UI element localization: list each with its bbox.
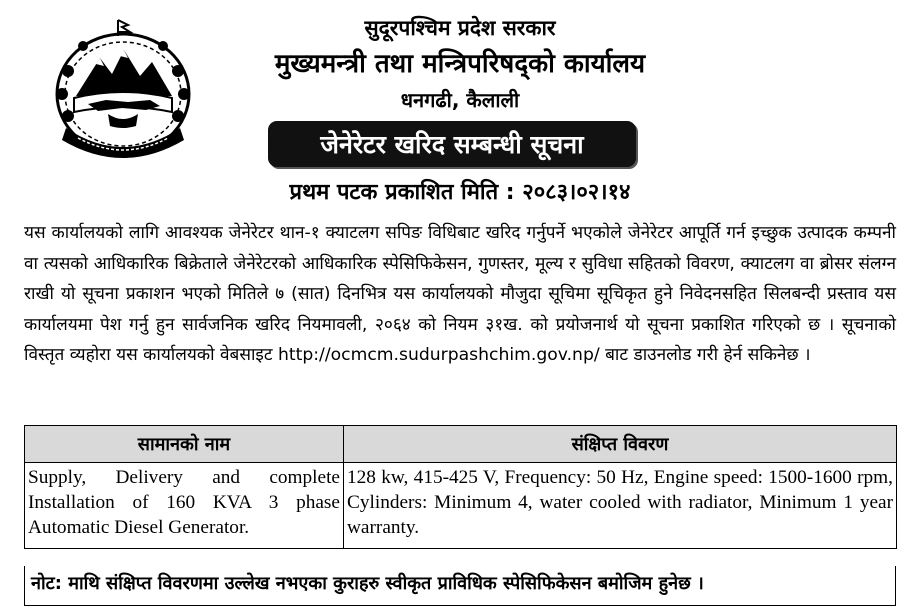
notice-body: यस कार्यालयको लागि आवश्यक जेनेरेटर थान-१ क्याटलग सपिङ विधिबाट खरिद गर्नुपर्ने भएकोले जेनेरेटर आपूर्ति गर्न इच्छुक उत्पादक कम्पनी वा त्यसको आधिकारिक बिक्रेताले जेनेरेटरको आधिकारिक स्पेसिफिकेसन, गुणस्तर, मूल्य र सुविधा सहितको विवरण, क्याटलग वा ब्रोसर संलग्न राखी यो सूचना प्रकाशन भएको मितिले ७ (सात) दिनभित्र यस कार्यालयको मौजुदा सूचिमा सूचिकृत हुने निवेदनसहित सिलबन्दी प्रस्ताव यस कार्यालयमा पेश गर्नु हुन सार्वजनिक खरिद नियमावली, २०६४ को नियम ३१ख. को प्रयोजनार्थ यो सूचना प्रकाशित गरिएको छ । सूचनाको विस्तृत व्यहोरा यस कार्यालयको वेबसाइट http://ocmcm.sudurpashchim.gov.np/ बाट डाउनलोड गरी हेर्न सकिनेछ ।	[24, 223, 896, 366]
header-item-name: सामानको नाम	[25, 426, 344, 463]
table-header-row	[25, 426, 897, 463]
government-emblem-icon	[48, 16, 198, 164]
office-name: मुख्यमन्त्री तथा मन्त्रिपरिषद्को कार्यालय	[274, 49, 646, 79]
office-location: धनगढी, कैलाली	[400, 88, 520, 112]
publish-date: प्रथम पटक प्रकाशित मिति : २०८३।०२।१४	[289, 180, 631, 205]
header-description: संक्षिप्त विवरण	[344, 426, 897, 463]
item-name-cell: Supply, Delivery and complete Installation of 160 KVA 3 phase Automatic Diesel Generator.	[25, 463, 344, 549]
notice-title: जेनेरेटर खरिद सम्बन्धी सूचना	[320, 130, 584, 159]
item-description-cell: 128 kw, 415-425 V, Frequency: 50 Hz, Engine speed: 1500-1600 rpm, Cylinders: Minimum 4, water cooled with radiator, Minimum 1 year warranty.	[344, 463, 897, 549]
province-government-title: सुदूरपश्चिम प्रदेश सरकार	[364, 16, 556, 40]
footer-note: नोट: माथि संक्षिप्त विवरणमा उल्लेख नभएका कुराहरु स्वीकृत प्राविधिक स्पेसिफिकेसन बमोजिम हुनेछ ।	[24, 566, 896, 606]
table-row	[25, 463, 897, 549]
items-table	[24, 425, 897, 549]
notice-title-banner	[268, 121, 636, 167]
